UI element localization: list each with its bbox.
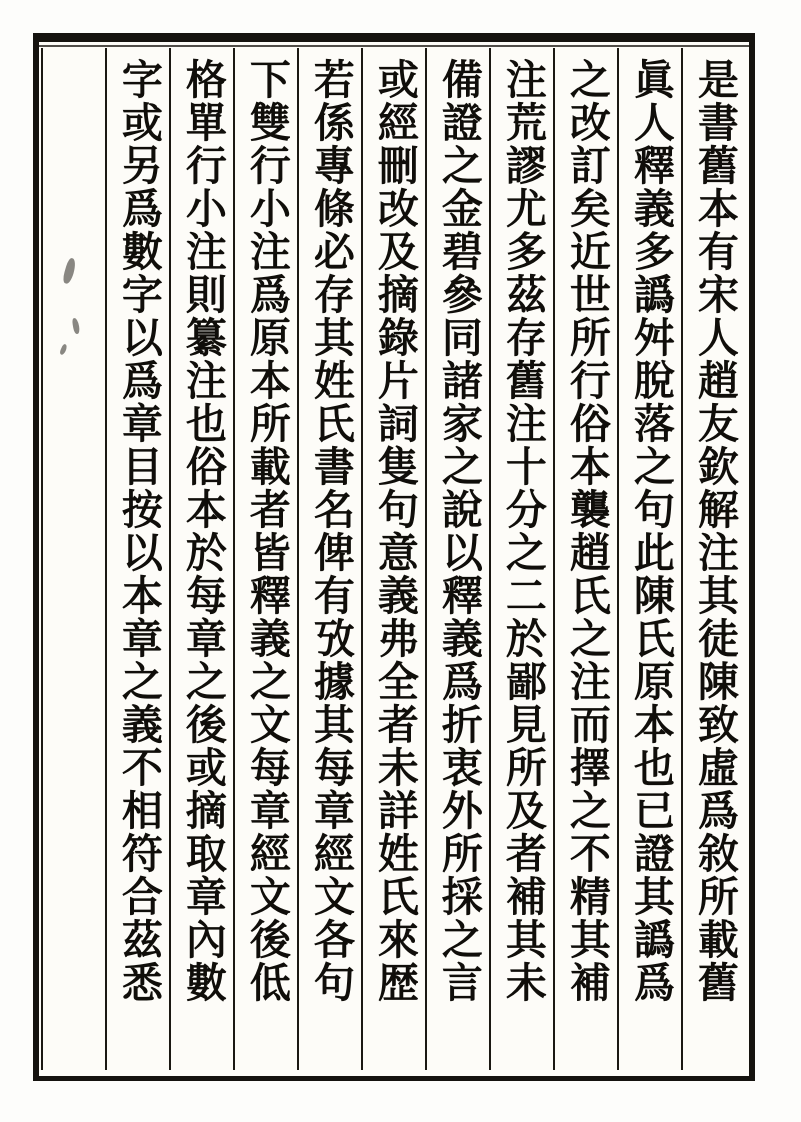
- text-column-container: [39, 42, 749, 1076]
- text-column-4: [489, 48, 553, 1070]
- column-text: 字或另爲數字以爲章目按以本章之義不相符合茲悉: [114, 58, 163, 1004]
- text-column-5: [425, 48, 489, 1070]
- ink-blot-mark: [72, 318, 81, 335]
- column-text: 格單行小注則纂注也俗本於每章之後或摘取章內數: [178, 58, 227, 1004]
- column-text: 眞人釋義多譌舛脫落之句此陳氏原本也已證其譌爲: [626, 58, 675, 1004]
- text-column-6: [361, 48, 425, 1070]
- ink-blot-mark: [59, 343, 68, 355]
- column-text: 或經刪改及摘錄片詞隻句意義弗全者未詳姓氏來歴: [370, 58, 419, 1004]
- column-text: 之改訂矣近世所行俗本襲趙氏之注而擇之不精其補: [562, 58, 611, 1004]
- text-column-10: [105, 48, 169, 1070]
- text-column-2: [617, 48, 681, 1070]
- column-text: 備證之金碧參同諸家之說以釋義爲折衷外所採之言: [434, 58, 483, 1004]
- ink-blot-mark: [62, 257, 78, 284]
- text-column-7: [297, 48, 361, 1070]
- page-border-frame: [33, 33, 755, 1081]
- column-text: 下雙行小注爲原本所載者皆釋義之文每章經文後低: [242, 58, 291, 1004]
- text-column-9: [169, 48, 233, 1070]
- column-text: 若係專條必存其姓氏書名俾有攷據其每章經文各句: [306, 58, 355, 1004]
- column-text: 注荒謬尤多茲存舊注十分之二於鄙見所及者補其未: [498, 58, 547, 1004]
- column-text: 是書舊本有宋人趙友欽解注其徒陳致虛爲敘所載舊: [690, 58, 739, 1004]
- text-column-11-blank: [41, 48, 105, 1070]
- text-column-1: [681, 48, 745, 1070]
- text-column-3: [553, 48, 617, 1070]
- text-column-8: [233, 48, 297, 1070]
